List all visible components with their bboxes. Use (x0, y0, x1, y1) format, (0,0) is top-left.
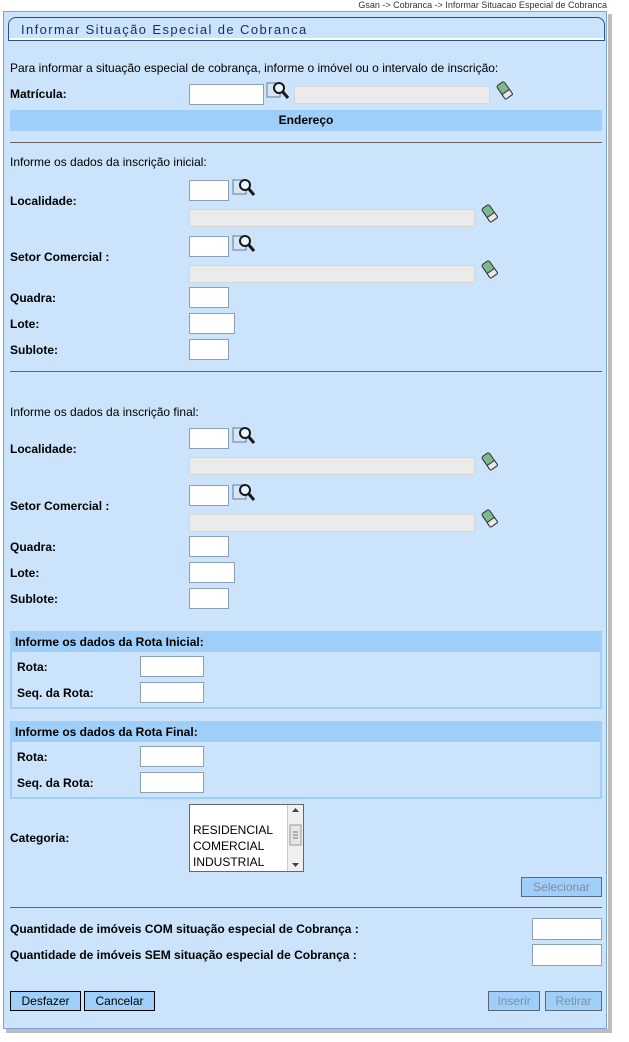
desfazer-button[interactable]: Desfazer (10, 991, 81, 1011)
search-icon[interactable] (232, 482, 256, 502)
inserir-button[interactable]: Inserir (488, 991, 540, 1011)
scrollbar-arrows-icon (288, 805, 303, 871)
cancelar-button[interactable]: Cancelar (84, 991, 155, 1011)
search-icon[interactable] (232, 177, 256, 197)
categoria-option[interactable]: RESIDENCIAL (193, 823, 274, 837)
matricula-input[interactable] (189, 84, 264, 105)
seq-rota-final-input[interactable] (140, 772, 204, 793)
lote-final-label: Lote: (10, 566, 40, 580)
categoria-option[interactable]: COMERCIAL (193, 839, 265, 853)
breadcrumb: Gsan -> Cobranca -> Informar Situacao Especial de Cobranca (358, 0, 607, 10)
rota-final-heading: Informe os dados da Rota Final: (12, 723, 600, 742)
eraser-icon[interactable] (478, 451, 502, 471)
setor-inicial-description (189, 265, 475, 283)
sublote-inicial-label: Sublote: (10, 343, 58, 357)
sublote-final-label: Sublote: (10, 592, 58, 606)
quadra-inicial-label: Quadra: (10, 291, 57, 305)
seq-rota-final-label: Seq. da Rota: (17, 776, 94, 790)
qtd-com-input[interactable] (532, 918, 602, 940)
setor-inicial-label: Setor Comercial : (10, 250, 110, 264)
lote-inicial-label: Lote: (10, 317, 40, 331)
setor-final-label: Setor Comercial : (10, 499, 110, 513)
matricula-description (294, 86, 490, 104)
seq-rota-inicial-label: Seq. da Rota: (17, 686, 94, 700)
sublote-final-input[interactable] (189, 588, 229, 609)
localidade-inicial-description (189, 209, 475, 227)
rota-inicial-section (10, 631, 602, 709)
categoria-listbox[interactable] (189, 804, 304, 872)
categoria-scrollbar[interactable] (287, 805, 303, 871)
intro-text: Para informar a situação especial de cobrança, informe o imóvel ou o intervalo de inscrição: (10, 61, 499, 75)
inscricao-final-heading: Informe os dados da inscrição final: (10, 405, 199, 419)
eraser-icon[interactable] (478, 508, 502, 528)
panel-shadow-right (608, 14, 612, 1032)
qtd-com-label: Quantidade de imóveis COM situação especial de Cobrança : (10, 922, 359, 936)
setor-final-description (189, 514, 475, 532)
rota-inicial-label: Rota: (17, 660, 48, 674)
localidade-final-description (189, 457, 475, 475)
endereco-bar: Endereço (10, 110, 602, 131)
setor-final-input[interactable] (189, 485, 229, 506)
categoria-label: Categoria: (10, 831, 70, 845)
qtd-sem-input[interactable] (532, 944, 602, 966)
quadra-final-label: Quadra: (10, 540, 57, 554)
rota-final-input[interactable] (140, 746, 204, 767)
divider (10, 142, 602, 143)
setor-inicial-input[interactable] (189, 236, 229, 257)
localidade-inicial-input[interactable] (189, 180, 229, 201)
search-icon[interactable] (232, 233, 256, 253)
divider (10, 371, 602, 372)
retirar-button[interactable]: Retirar (545, 991, 602, 1011)
matricula-label: Matrícula: (10, 87, 67, 101)
rota-final-label: Rota: (17, 750, 48, 764)
rota-inicial-heading: Informe os dados da Rota Inicial: (12, 633, 600, 652)
localidade-final-label: Localidade: (10, 442, 77, 456)
selecionar-button[interactable]: Selecionar (521, 877, 602, 897)
page-title: Informar Situação Especial de Cobranca (21, 22, 308, 37)
quadra-final-input[interactable] (189, 536, 229, 557)
seq-rota-inicial-input[interactable] (140, 682, 204, 703)
lote-inicial-input[interactable] (189, 313, 235, 334)
localidade-final-input[interactable] (189, 428, 229, 449)
search-icon[interactable] (266, 80, 290, 100)
eraser-icon[interactable] (478, 259, 502, 279)
panel-shadow-bottom (6, 1029, 612, 1033)
rota-final-section (10, 721, 602, 799)
localidade-inicial-label: Localidade: (10, 194, 77, 208)
divider (10, 907, 602, 908)
lote-final-input[interactable] (189, 562, 235, 583)
sublote-inicial-input[interactable] (189, 339, 229, 360)
search-icon[interactable] (232, 425, 256, 445)
eraser-icon[interactable] (478, 203, 502, 223)
qtd-sem-label: Quantidade de imóveis SEM situação especial de Cobrança : (10, 948, 357, 962)
categoria-option[interactable]: INDUSTRIAL (193, 855, 265, 869)
rota-inicial-input[interactable] (140, 656, 204, 677)
inscricao-inicial-heading: Informe os dados da inscrição inicial: (10, 155, 207, 169)
quadra-inicial-input[interactable] (189, 287, 229, 308)
eraser-icon[interactable] (493, 80, 517, 100)
title-bar (8, 17, 605, 41)
